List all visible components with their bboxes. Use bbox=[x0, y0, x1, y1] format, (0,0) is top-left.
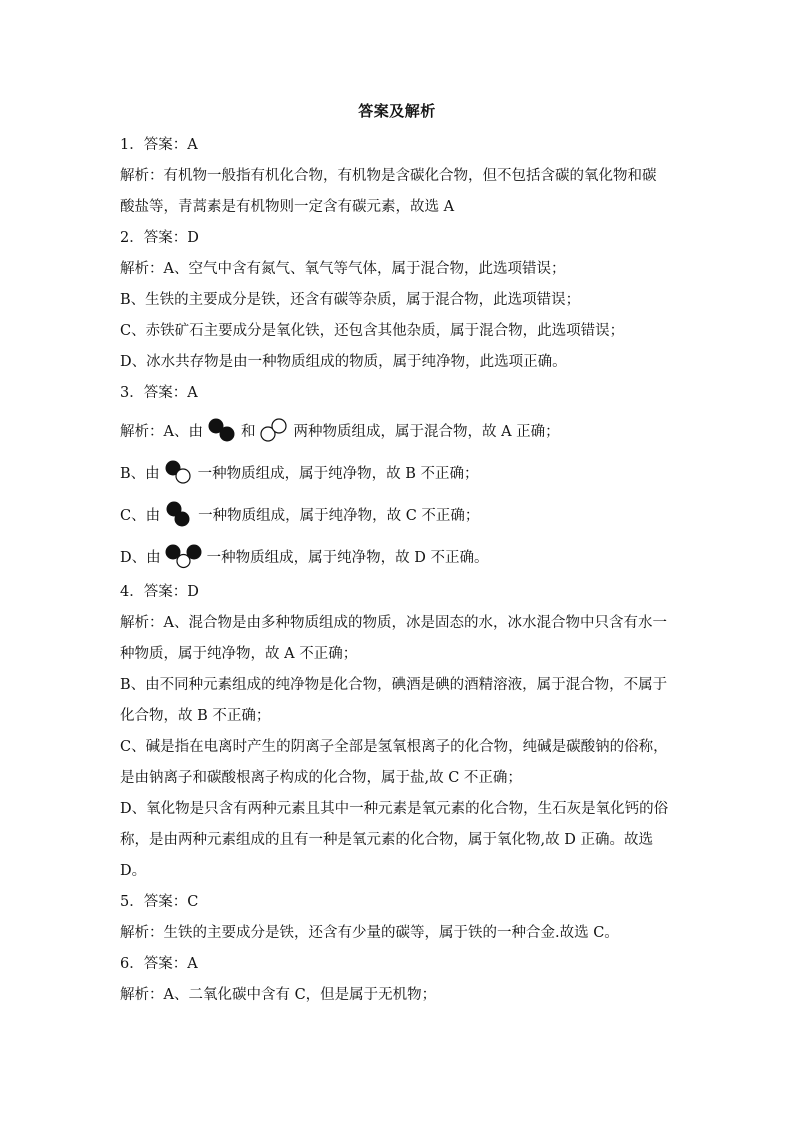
text-line: D、氧化物是只含有两种元素且其中一种元素是氧元素的化合物，生石灰是氧化钙的俗 bbox=[120, 801, 669, 817]
text-line: 化合物，故 B 不正确； bbox=[120, 708, 271, 724]
q3-option-b bbox=[120, 451, 680, 493]
triatomic-molecule-icon bbox=[165, 542, 203, 570]
text-line: 解析：A、混合物是由多种物质组成的物质，冰是固态的水，冰水混合物中只含有水一 bbox=[120, 615, 667, 631]
text-line: B、生铁的主要成分是铁，还含有碳等杂质，属于混合物，此选项错误； bbox=[120, 292, 581, 308]
q3-d-prefix: D、由 bbox=[120, 549, 161, 566]
q3-b-suffix: 一种物质组成，属于纯净物，故 B 不正确； bbox=[197, 465, 479, 482]
text-line: 解析：生铁的主要成分是铁，还含有少量的碳等，属于铁的一种合金.故选 C。 bbox=[120, 925, 619, 941]
text-line: 3．答案：A bbox=[120, 385, 198, 401]
text-line: D、冰水共存物是由一种物质组成的物质，属于纯净物，此选项正确。 bbox=[120, 354, 567, 370]
text-line: 种物质，属于纯净物，故 A 不正确； bbox=[120, 646, 358, 662]
text-line: 称，是由两种元素组成的且有一种是氧元素的化合物，属于氧化物,故 D 正确。故选 bbox=[120, 832, 653, 848]
white-diatomic-molecule-icon bbox=[259, 417, 289, 443]
text-line: B、由不同种元素组成的纯净物是化合物，碘酒是碘的酒精溶液，属于混合物，不属于 bbox=[120, 677, 668, 693]
q3-d-suffix: 一种物质组成，属于纯净物，故 D 不正确。 bbox=[206, 549, 489, 566]
text-line: D。 bbox=[120, 863, 147, 879]
text-line: 酸盐等，青蒿素是有机物则一定含有碳元素，故选 A bbox=[120, 199, 455, 215]
q3-b-prefix: B、由 bbox=[120, 465, 160, 482]
text-line: 1．答案：A bbox=[120, 137, 198, 153]
text-line: 解析：A、空气中含有氮气、氧气等气体，属于混合物，此选项错误； bbox=[120, 261, 566, 277]
q3-a-and: 和 bbox=[240, 423, 256, 440]
q3-option-a bbox=[120, 409, 680, 451]
text-line: 2．答案：D bbox=[120, 230, 199, 246]
black-white-molecule-icon bbox=[164, 459, 194, 485]
black-diatomic-molecule-icon bbox=[164, 500, 194, 528]
black-diatomic-molecule-icon bbox=[207, 417, 237, 443]
text-line: 6．答案：A bbox=[120, 956, 198, 972]
q3-a-suffix: 两种物质组成，属于混合物，故 A 正确； bbox=[293, 423, 560, 440]
text-line: 解析：A、二氧化碳中含有 C，但是属于无机物； bbox=[120, 987, 437, 1003]
q3-c-suffix: 一种物质组成，属于纯净物，故 C 不正确； bbox=[198, 507, 480, 524]
text-line: C、赤铁矿石主要成分是氧化铁，还包含其他杂质，属于混合物，此选项错误； bbox=[120, 323, 625, 339]
q3-option-d bbox=[120, 535, 680, 577]
answer-content bbox=[120, 130, 680, 1011]
text-line: 解析：有机物一般指有机化合物，有机物是含碳化合物，但不包括含碳的氧化物和碳 bbox=[120, 168, 657, 184]
q3-c-prefix: C、由 bbox=[120, 507, 161, 524]
text-line: 4．答案：D bbox=[120, 584, 199, 600]
q3-a-prefix: 解析：A、由 bbox=[120, 423, 203, 440]
text-line: C、碱是指在电离时产生的阴离子全部是氢氧根离子的化合物，纯碱是碳酸钠的俗称， bbox=[120, 739, 668, 755]
q3-option-c bbox=[120, 493, 680, 535]
text-line: 是由钠离子和碳酸根离子构成的化合物，属于盐,故 C 不正确； bbox=[120, 770, 522, 786]
page-title: 答案及解析 bbox=[358, 102, 436, 120]
text-line: 5．答案：C bbox=[120, 894, 199, 910]
